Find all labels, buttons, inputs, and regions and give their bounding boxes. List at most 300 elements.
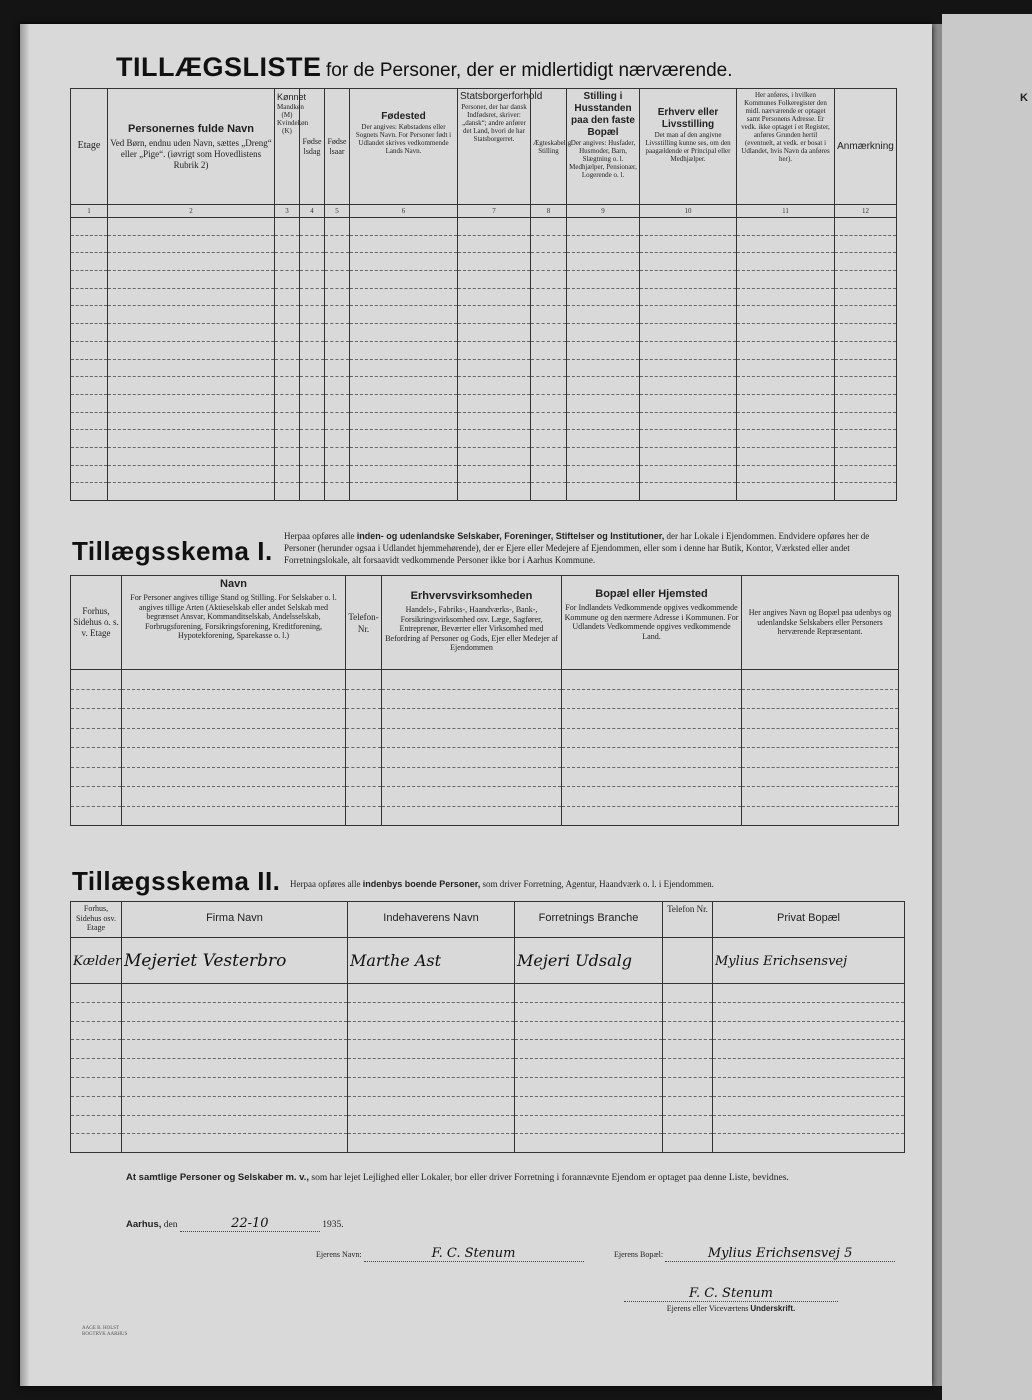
blank-cell bbox=[350, 218, 458, 236]
blank-cell bbox=[835, 447, 897, 465]
blank-cell bbox=[71, 787, 122, 807]
blank-cell bbox=[346, 728, 382, 748]
s2-entry-firma: Mejeriet Vesterbro bbox=[122, 938, 348, 984]
page-edge-shadow bbox=[20, 24, 30, 1386]
blank-cell bbox=[300, 394, 325, 412]
signature-block: F. C. Stenum Ejerens eller Viceværtens Underskrift. bbox=[624, 1286, 838, 1313]
blank-cell bbox=[350, 430, 458, 448]
blank-row bbox=[71, 748, 899, 768]
blank-cell bbox=[640, 253, 737, 271]
skema1-title-text: Tillægsskema I. bbox=[72, 536, 273, 566]
blank-cell bbox=[350, 447, 458, 465]
blank-cell bbox=[275, 377, 300, 395]
blank-cell bbox=[562, 787, 742, 807]
blank-cell bbox=[382, 748, 562, 768]
blank-cell bbox=[663, 1096, 713, 1115]
blank-cell bbox=[382, 670, 562, 690]
blank-cell bbox=[350, 377, 458, 395]
blank-cell bbox=[531, 447, 567, 465]
tillaegsliste-header-row bbox=[71, 89, 897, 205]
blank-cell bbox=[835, 306, 897, 324]
blank-cell bbox=[737, 324, 835, 342]
blank-cell bbox=[835, 341, 897, 359]
blank-cell bbox=[713, 1096, 905, 1115]
blank-row bbox=[71, 1021, 905, 1040]
blank-cell bbox=[71, 359, 108, 377]
s2-entry-indehaver: Marthe Ast bbox=[348, 938, 515, 984]
blank-cell bbox=[663, 1002, 713, 1021]
blank-cell bbox=[640, 235, 737, 253]
blank-cell bbox=[835, 465, 897, 483]
blank-cell bbox=[640, 430, 737, 448]
blank-cell bbox=[325, 235, 350, 253]
blank-cell bbox=[737, 483, 835, 501]
blank-cell bbox=[71, 806, 122, 826]
blank-cell bbox=[458, 306, 531, 324]
blank-cell bbox=[346, 748, 382, 768]
blank-cell bbox=[382, 787, 562, 807]
blank-cell bbox=[382, 689, 562, 709]
blank-cell bbox=[567, 324, 640, 342]
blank-cell bbox=[531, 394, 567, 412]
blank-cell bbox=[737, 447, 835, 465]
blank-cell bbox=[71, 465, 108, 483]
blank-cell bbox=[122, 1002, 348, 1021]
blank-cell bbox=[515, 1002, 663, 1021]
blank-cell bbox=[640, 288, 737, 306]
blank-row bbox=[71, 787, 899, 807]
blank-cell bbox=[515, 1134, 663, 1153]
blank-row bbox=[71, 324, 897, 342]
blank-cell bbox=[300, 341, 325, 359]
blank-cell bbox=[835, 430, 897, 448]
blank-cell bbox=[640, 218, 737, 236]
blank-row bbox=[71, 1115, 905, 1134]
blank-row bbox=[71, 253, 897, 271]
blank-row bbox=[71, 412, 897, 430]
blank-cell bbox=[348, 1059, 515, 1078]
blank-cell bbox=[713, 1002, 905, 1021]
blank-cell bbox=[122, 1077, 348, 1096]
blank-cell bbox=[737, 271, 835, 289]
blank-cell bbox=[71, 412, 108, 430]
skema2-intro: Herpaa opføres alle indenbys boende Personer, som driver Forretning, Agentur, Haandværk o. l. i Ejendommen. bbox=[290, 879, 714, 889]
blank-cell bbox=[531, 465, 567, 483]
blank-cell bbox=[350, 394, 458, 412]
blank-cell bbox=[835, 271, 897, 289]
blank-cell bbox=[742, 787, 899, 807]
tl-entry-rows bbox=[71, 218, 897, 501]
blank-cell bbox=[835, 253, 897, 271]
blank-cell bbox=[458, 483, 531, 501]
skema1-header-row bbox=[71, 576, 899, 670]
blank-cell bbox=[562, 728, 742, 748]
blank-cell bbox=[713, 1077, 905, 1096]
owner-name-handwritten: F. C. Stenum bbox=[431, 1246, 516, 1261]
tillaegsliste-title-rest: for de Personer, der er midlertidigt nærværende. bbox=[325, 60, 733, 81]
blank-cell bbox=[71, 709, 122, 729]
blank-cell bbox=[108, 447, 275, 465]
blank-cell bbox=[71, 447, 108, 465]
blank-cell bbox=[122, 767, 346, 787]
blank-cell bbox=[300, 412, 325, 430]
s2-entry-row bbox=[71, 938, 905, 984]
blank-cell bbox=[737, 359, 835, 377]
blank-cell bbox=[275, 412, 300, 430]
blank-cell bbox=[325, 394, 350, 412]
blank-cell bbox=[71, 1040, 122, 1059]
tl-col-navn: Personernes fulde Navn Ved Børn, endnu uden Navn, sættes „Dreng“ eller „Pige“. (iøvrigt som Hovedlistens Rubrik 2) bbox=[108, 89, 275, 205]
blank-cell bbox=[108, 465, 275, 483]
blank-cell bbox=[300, 465, 325, 483]
blank-cell bbox=[640, 412, 737, 430]
blank-cell bbox=[350, 465, 458, 483]
blank-cell bbox=[71, 394, 108, 412]
blank-cell bbox=[515, 984, 663, 1003]
blank-cell bbox=[108, 306, 275, 324]
blank-row bbox=[71, 1077, 905, 1096]
blank-row bbox=[71, 341, 897, 359]
blank-cell bbox=[737, 430, 835, 448]
blank-cell bbox=[122, 1096, 348, 1115]
blank-row bbox=[71, 1096, 905, 1115]
blank-cell bbox=[325, 483, 350, 501]
blank-cell bbox=[122, 709, 346, 729]
blank-cell bbox=[325, 218, 350, 236]
blank-cell bbox=[531, 483, 567, 501]
blank-cell bbox=[382, 767, 562, 787]
blank-cell bbox=[275, 306, 300, 324]
blank-cell bbox=[71, 253, 108, 271]
blank-cell bbox=[562, 689, 742, 709]
tl-col-fodselsdag: Fødselsdag bbox=[300, 89, 325, 205]
blank-cell bbox=[122, 689, 346, 709]
blank-cell bbox=[325, 306, 350, 324]
blank-cell bbox=[108, 288, 275, 306]
blank-cell bbox=[737, 465, 835, 483]
blank-cell bbox=[300, 306, 325, 324]
blank-cell bbox=[640, 359, 737, 377]
blank-cell bbox=[835, 377, 897, 395]
blank-cell bbox=[640, 465, 737, 483]
blank-cell bbox=[663, 1040, 713, 1059]
s2-col-branche: Forretnings Branche bbox=[515, 902, 663, 938]
blank-cell bbox=[108, 235, 275, 253]
blank-cell bbox=[122, 1040, 348, 1059]
blank-cell bbox=[663, 1021, 713, 1040]
blank-cell bbox=[71, 1059, 122, 1078]
blank-cell bbox=[108, 412, 275, 430]
blank-row bbox=[71, 767, 899, 787]
blank-cell bbox=[458, 341, 531, 359]
blank-row bbox=[71, 1040, 905, 1059]
blank-cell bbox=[742, 748, 899, 768]
blank-cell bbox=[835, 359, 897, 377]
blank-cell bbox=[640, 271, 737, 289]
s2-entry-branche: Mejeri Udsalg bbox=[515, 938, 663, 984]
blank-cell bbox=[737, 306, 835, 324]
adjacent-page bbox=[942, 14, 1032, 1400]
skema2-title-text: Tillægsskema II. bbox=[72, 866, 281, 896]
blank-cell bbox=[531, 271, 567, 289]
skema1-title bbox=[72, 536, 273, 567]
blank-cell bbox=[382, 806, 562, 826]
blank-cell bbox=[275, 288, 300, 306]
blank-cell bbox=[737, 377, 835, 395]
tl-col-adresse: Her anføres, i hvilken Kommunes Folkeregister den midl. nærværende er optaget samt Personens Adresse. Er vedk. ikke optaget i et Register, anføres Grunden hertil (eventuelt, at vedk. er bosat i Udlandet, hvis Navn da anføres her). bbox=[737, 89, 835, 205]
blank-cell bbox=[737, 218, 835, 236]
blank-cell bbox=[562, 670, 742, 690]
blank-cell bbox=[382, 709, 562, 729]
blank-cell bbox=[737, 341, 835, 359]
blank-cell bbox=[71, 1002, 122, 1021]
blank-cell bbox=[275, 447, 300, 465]
blank-cell bbox=[567, 341, 640, 359]
blank-cell bbox=[346, 709, 382, 729]
blank-cell bbox=[71, 483, 108, 501]
blank-cell bbox=[325, 465, 350, 483]
blank-cell bbox=[737, 412, 835, 430]
blank-cell bbox=[835, 412, 897, 430]
blank-cell bbox=[346, 787, 382, 807]
blank-row bbox=[71, 306, 897, 324]
blank-cell bbox=[348, 1134, 515, 1153]
adjacent-page-letter: K bbox=[1020, 92, 1028, 104]
blank-cell bbox=[737, 288, 835, 306]
date-handwritten: 22-10 bbox=[231, 1216, 269, 1231]
date-year: 1935. bbox=[322, 1220, 344, 1230]
blank-cell bbox=[122, 787, 346, 807]
blank-cell bbox=[737, 253, 835, 271]
blank-cell bbox=[71, 670, 122, 690]
blank-cell bbox=[300, 447, 325, 465]
binding-gutter bbox=[932, 24, 942, 1386]
blank-cell bbox=[122, 728, 346, 748]
blank-cell bbox=[300, 377, 325, 395]
blank-cell bbox=[300, 288, 325, 306]
blank-cell bbox=[108, 324, 275, 342]
blank-row bbox=[71, 235, 897, 253]
blank-cell bbox=[567, 359, 640, 377]
blank-cell bbox=[275, 430, 300, 448]
blank-cell bbox=[713, 1134, 905, 1153]
tl-col-stilling: Stilling i Husstanden paa den faste Bopæl Der angives: Husfader, Husmoder, Barn, Slægtning o. l. Medhjælper, Pensionær, Logerende o. l. bbox=[567, 89, 640, 205]
blank-row bbox=[71, 288, 897, 306]
blank-cell bbox=[742, 709, 899, 729]
tl-col-statsborger: Statsborgerforhold Personer, der har dansk Indfødsret, skriver: „dansk“; andre anfører det Land, hvori de har Statsborgerret. bbox=[458, 89, 531, 205]
blank-cell bbox=[835, 218, 897, 236]
blank-cell bbox=[640, 306, 737, 324]
blank-cell bbox=[458, 271, 531, 289]
blank-cell bbox=[562, 709, 742, 729]
blank-cell bbox=[567, 271, 640, 289]
blank-row bbox=[71, 430, 897, 448]
blank-row bbox=[71, 394, 897, 412]
blank-cell bbox=[71, 984, 122, 1003]
blank-row bbox=[71, 447, 897, 465]
blank-cell bbox=[458, 465, 531, 483]
blank-cell bbox=[515, 1040, 663, 1059]
skema1-table bbox=[70, 575, 899, 826]
blank-cell bbox=[71, 271, 108, 289]
blank-cell bbox=[640, 483, 737, 501]
blank-cell bbox=[567, 377, 640, 395]
tl-col-fodested: Fødested Der angives: Købstadens eller Sognets Navn. For Personer født i Udlandet skrives vedkommende Lands Navn. bbox=[350, 89, 458, 205]
blank-cell bbox=[458, 218, 531, 236]
blank-cell bbox=[515, 1059, 663, 1078]
blank-cell bbox=[531, 288, 567, 306]
blank-cell bbox=[531, 324, 567, 342]
blank-cell bbox=[835, 235, 897, 253]
blank-row bbox=[71, 377, 897, 395]
blank-cell bbox=[531, 235, 567, 253]
signature-handwritten: F. C. Stenum bbox=[689, 1286, 773, 1301]
blank-cell bbox=[348, 1021, 515, 1040]
blank-cell bbox=[275, 253, 300, 271]
s2-entry-rows bbox=[71, 984, 905, 1153]
blank-row bbox=[71, 465, 897, 483]
blank-cell bbox=[567, 430, 640, 448]
blank-cell bbox=[300, 218, 325, 236]
blank-cell bbox=[108, 271, 275, 289]
blank-cell bbox=[300, 483, 325, 501]
blank-cell bbox=[567, 288, 640, 306]
blank-cell bbox=[713, 1059, 905, 1078]
blank-cell bbox=[346, 670, 382, 690]
skema1-intro: Herpaa opføres alle inden- og udenlandske Selskaber, Foreninger, Stiftelser og Institutioner, der har Lokale i Ejendommen. Endvidere opføres her de Personer (herunder ogsaa i Udlandet hjemmehørende), der er Ejere eller Medejere af Ejendommen, eller som i denne har Butik, Kontor, Værksted eller andet Forretningslokale, alt forsaavidt vedkommende Personer ikke bor i Aarhus Kommune. bbox=[284, 531, 870, 565]
blank-cell bbox=[325, 430, 350, 448]
s1-col-etage: Forhus, Sidehus o. s. v. Etage bbox=[71, 576, 122, 670]
blank-cell bbox=[382, 728, 562, 748]
blank-cell bbox=[350, 271, 458, 289]
blank-cell bbox=[346, 689, 382, 709]
s1-col-bopael: Bopæl eller Hjemsted For Indlandets Vedkommende opgives vedkommende Kommune og den nærmere Adresse i Kommunen. For Udlandets Vedkommende opgives vedkommende Land. bbox=[562, 576, 742, 670]
blank-cell bbox=[108, 430, 275, 448]
blank-cell bbox=[835, 483, 897, 501]
blank-cell bbox=[325, 288, 350, 306]
blank-cell bbox=[275, 235, 300, 253]
owner-address-handwritten: Mylius Erichsensvej 5 bbox=[707, 1246, 853, 1261]
blank-row bbox=[71, 1002, 905, 1021]
blank-cell bbox=[300, 235, 325, 253]
blank-cell bbox=[71, 1021, 122, 1040]
blank-cell bbox=[71, 430, 108, 448]
blank-cell bbox=[737, 394, 835, 412]
owner-name-line: Ejerens Navn: F. C. Stenum bbox=[316, 1246, 584, 1262]
blank-cell bbox=[275, 341, 300, 359]
blank-cell bbox=[108, 394, 275, 412]
blank-cell bbox=[458, 394, 531, 412]
blank-cell bbox=[350, 253, 458, 271]
blank-cell bbox=[300, 271, 325, 289]
blank-cell bbox=[663, 1134, 713, 1153]
s2-col-firma: Firma Navn bbox=[122, 902, 348, 938]
blank-cell bbox=[71, 218, 108, 236]
blank-cell bbox=[713, 1021, 905, 1040]
blank-cell bbox=[325, 377, 350, 395]
blank-cell bbox=[567, 394, 640, 412]
blank-cell bbox=[275, 483, 300, 501]
blank-cell bbox=[458, 359, 531, 377]
s2-col-indehaver: Indehaverens Navn bbox=[348, 902, 515, 938]
tillaegsliste-table bbox=[70, 88, 897, 501]
blank-cell bbox=[562, 767, 742, 787]
skema2-title bbox=[72, 866, 280, 897]
blank-cell bbox=[737, 235, 835, 253]
s1-entry-rows bbox=[71, 670, 899, 826]
blank-cell bbox=[350, 324, 458, 342]
tl-col-kon: Kønnet Mandkøn (M) Kvindekøn (K) bbox=[275, 89, 300, 205]
blank-cell bbox=[458, 324, 531, 342]
blank-cell bbox=[742, 806, 899, 826]
blank-cell bbox=[122, 1021, 348, 1040]
blank-cell bbox=[348, 1096, 515, 1115]
blank-cell bbox=[663, 984, 713, 1003]
blank-cell bbox=[458, 288, 531, 306]
s2-col-privat: Privat Bopæl bbox=[713, 902, 905, 938]
blank-cell bbox=[275, 359, 300, 377]
blank-cell bbox=[567, 253, 640, 271]
blank-cell bbox=[348, 1077, 515, 1096]
blank-row bbox=[71, 483, 897, 501]
blank-row bbox=[71, 218, 897, 236]
attestation-statement: At samtlige Personer og Selskaber m. v., som har lejet Lejlighed eller Lokaler, bor eller driver Forretning i forannævnte Ejendom er optaget paa denne Liste, bevidnes. bbox=[126, 1172, 789, 1183]
date-line: Aarhus, den 22-10 1935. bbox=[126, 1216, 344, 1231]
blank-row bbox=[71, 806, 899, 826]
blank-cell bbox=[458, 412, 531, 430]
blank-cell bbox=[71, 324, 108, 342]
blank-cell bbox=[108, 218, 275, 236]
skema2-table bbox=[70, 901, 905, 1153]
blank-cell bbox=[350, 483, 458, 501]
blank-cell bbox=[458, 430, 531, 448]
blank-cell bbox=[567, 218, 640, 236]
blank-cell bbox=[275, 271, 300, 289]
blank-cell bbox=[640, 324, 737, 342]
blank-cell bbox=[531, 341, 567, 359]
blank-cell bbox=[275, 394, 300, 412]
blank-cell bbox=[71, 1077, 122, 1096]
blank-row bbox=[71, 728, 899, 748]
blank-cell bbox=[300, 430, 325, 448]
blank-cell bbox=[567, 412, 640, 430]
blank-cell bbox=[640, 377, 737, 395]
blank-cell bbox=[325, 253, 350, 271]
blank-cell bbox=[71, 341, 108, 359]
blank-cell bbox=[663, 1115, 713, 1134]
tl-col-anmaerkning: Anmærkning bbox=[835, 89, 897, 205]
s1-col-navn: Navn For Personer angives tillige Stand og Stilling. For Selskaber o. l. angives tillige Arten (Aktieselskab eller andet Selskab med begrænset Ansvar, Kommanditselskab, Andelsselskab, Forbrugsforening, Forsikringsforening, Kreditforening, Hypotekforening, Sparekasse o. l.) bbox=[122, 576, 346, 670]
blank-cell bbox=[71, 728, 122, 748]
blank-row bbox=[71, 1134, 905, 1153]
blank-cell bbox=[515, 1096, 663, 1115]
blank-cell bbox=[108, 377, 275, 395]
blank-cell bbox=[71, 1134, 122, 1153]
blank-cell bbox=[325, 341, 350, 359]
tillaegsliste-title bbox=[116, 52, 733, 83]
blank-cell bbox=[348, 1040, 515, 1059]
blank-cell bbox=[71, 235, 108, 253]
blank-cell bbox=[122, 1134, 348, 1153]
blank-cell bbox=[640, 447, 737, 465]
blank-cell bbox=[531, 359, 567, 377]
blank-cell bbox=[350, 412, 458, 430]
blank-row bbox=[71, 670, 899, 690]
blank-row bbox=[71, 271, 897, 289]
blank-cell bbox=[108, 359, 275, 377]
blank-cell bbox=[458, 235, 531, 253]
blank-row bbox=[71, 689, 899, 709]
